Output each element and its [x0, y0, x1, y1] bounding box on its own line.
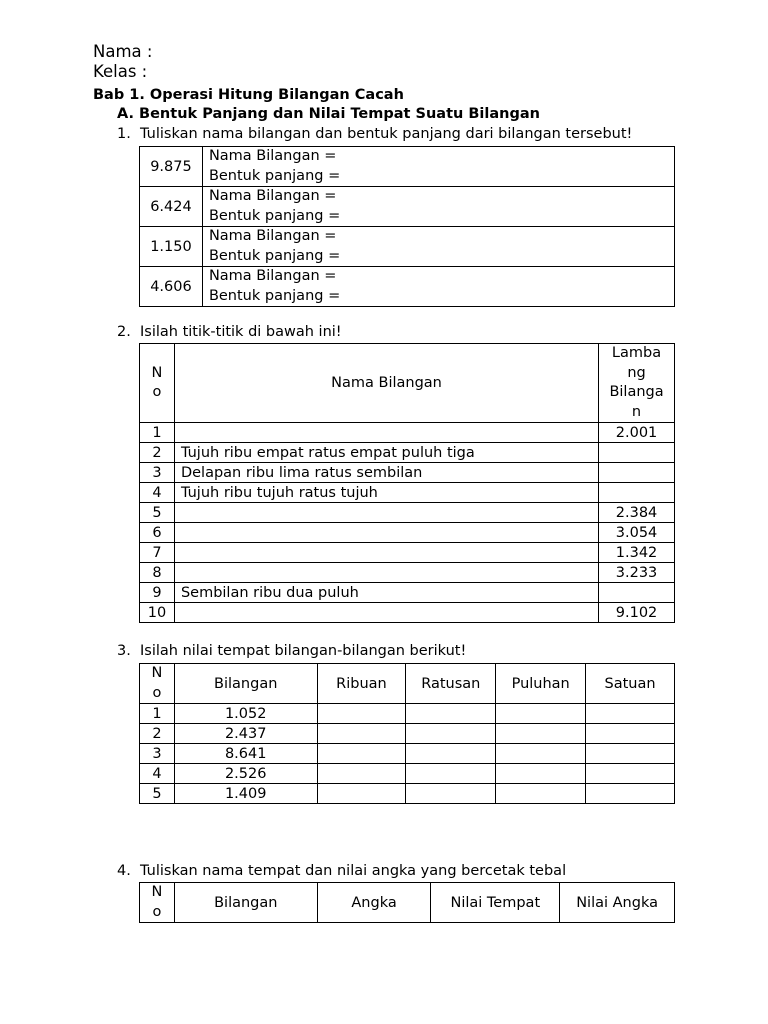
q3-row	[140, 704, 675, 724]
q3-row	[140, 784, 675, 804]
q1-row	[140, 267, 675, 307]
q3-puluhan-cell[interactable]	[496, 764, 586, 784]
q3-no-cell: 5	[140, 784, 175, 804]
q3-col-bilangan: Bilangan	[174, 664, 317, 704]
nama-label: Nama :	[93, 42, 153, 61]
q4-header-row	[140, 883, 675, 923]
q3-value-cell: 2.526	[174, 764, 317, 784]
q3-table	[139, 663, 675, 804]
q2-no-cell: 3	[140, 463, 175, 483]
q4-table	[139, 882, 675, 923]
q3-satuan-cell[interactable]	[586, 764, 675, 784]
q3-ratusan-cell[interactable]	[406, 764, 496, 784]
question-4-text: Tuliskan nama tempat dan nilai angka yang bercetak tebal	[140, 863, 567, 879]
q3-ribuan-cell[interactable]	[317, 784, 406, 804]
section-title: A. Bentuk Panjang dan Nilai Tempat Suatu Bilangan	[117, 106, 540, 122]
q1-row	[140, 147, 675, 187]
q3-value-cell: 2.437	[174, 724, 317, 744]
q2-no-cell: 4	[140, 483, 175, 503]
q2-row	[140, 543, 675, 563]
q3-no-cell: 3	[140, 744, 175, 764]
question-4	[117, 863, 566, 879]
q3-row	[140, 764, 675, 784]
q3-ribuan-cell[interactable]	[317, 704, 406, 724]
chapter-title: Bab 1. Operasi Hitung Bilangan Cacah	[93, 87, 404, 103]
q2-header-row	[140, 344, 675, 423]
q3-ratusan-cell[interactable]	[406, 744, 496, 764]
q2-symbol-cell[interactable]: 2.384	[599, 503, 675, 523]
q2-table	[139, 343, 675, 623]
q1-answer-cell[interactable]	[202, 267, 674, 307]
q3-puluhan-cell[interactable]	[496, 724, 586, 744]
q1-label-nama: Nama Bilangan =	[208, 148, 337, 164]
q1-answer-cell[interactable]	[202, 147, 674, 187]
q3-satuan-cell[interactable]	[586, 704, 675, 724]
q4-col-angka: Angka	[317, 883, 431, 923]
q2-symbol-cell[interactable]: 9.102	[599, 603, 675, 623]
q2-no-cell: 10	[140, 603, 175, 623]
q2-name-cell[interactable]	[174, 543, 598, 563]
q3-no-cell: 4	[140, 764, 175, 784]
q3-col-ribuan: Ribuan	[317, 664, 406, 704]
q1-label-bentuk: Bentuk panjang =	[208, 207, 341, 224]
q2-name-cell[interactable]	[174, 563, 598, 583]
q4-col-bilangan: Bilangan	[174, 883, 317, 923]
q3-ribuan-cell[interactable]	[317, 744, 406, 764]
question-2-text: Isilah titik-titik di bawah ini!	[140, 324, 342, 340]
q2-name-cell[interactable]	[174, 503, 598, 523]
q2-no-cell: 9	[140, 583, 175, 603]
q3-satuan-cell[interactable]	[586, 724, 675, 744]
q3-row	[140, 744, 675, 764]
q3-col-ratusan: Ratusan	[406, 664, 496, 704]
q1-label-nama: Nama Bilangan =	[208, 268, 337, 284]
q3-ribuan-cell[interactable]	[317, 724, 406, 744]
q1-label-bentuk: Bentuk panjang =	[208, 247, 341, 264]
q3-ratusan-cell[interactable]	[406, 704, 496, 724]
q2-name-cell[interactable]	[174, 523, 598, 543]
q3-ratusan-cell[interactable]	[406, 784, 496, 804]
q3-no-cell: 2	[140, 724, 175, 744]
q2-symbol-cell[interactable]: 1.342	[599, 543, 675, 563]
q2-no-cell: 8	[140, 563, 175, 583]
q2-name-cell[interactable]	[174, 603, 598, 623]
q3-puluhan-cell[interactable]	[496, 744, 586, 764]
q2-row	[140, 523, 675, 543]
q3-satuan-cell[interactable]	[586, 744, 675, 764]
q2-symbol-cell[interactable]	[599, 483, 675, 503]
q3-satuan-cell[interactable]	[586, 784, 675, 804]
q2-no-cell: 5	[140, 503, 175, 523]
q2-symbol-cell[interactable]: 3.233	[599, 563, 675, 583]
question-1-text: Tuliskan nama bilangan dan bentuk panjang dari bilangan tersebut!	[140, 126, 633, 142]
q3-no-cell: 1	[140, 704, 175, 724]
q2-row	[140, 423, 675, 443]
q2-no-cell: 2	[140, 443, 175, 463]
q2-symbol-cell[interactable]: 3.054	[599, 523, 675, 543]
q1-row	[140, 187, 675, 227]
q3-col-puluhan: Puluhan	[496, 664, 586, 704]
q2-symbol-cell[interactable]	[599, 463, 675, 483]
q2-row	[140, 463, 675, 483]
q3-value-cell: 1.052	[174, 704, 317, 724]
q1-number-cell: 4.606	[140, 267, 203, 307]
q2-symbol-cell[interactable]	[599, 443, 675, 463]
q2-name-cell[interactable]: Tujuh ribu empat ratus empat puluh tiga	[174, 443, 598, 463]
q3-ribuan-cell[interactable]	[317, 764, 406, 784]
q3-value-cell: 8.641	[174, 744, 317, 764]
q2-col-name: Nama Bilangan	[174, 344, 598, 423]
q3-value-cell: 1.409	[174, 784, 317, 804]
question-1-number: 1.	[117, 126, 131, 142]
q1-answer-cell[interactable]	[202, 187, 674, 227]
q1-answer-cell[interactable]	[202, 227, 674, 267]
q2-row	[140, 443, 675, 463]
q2-no-cell: 7	[140, 543, 175, 563]
q2-name-cell[interactable]: Tujuh ribu tujuh ratus tujuh	[174, 483, 598, 503]
q2-name-cell[interactable]: Delapan ribu lima ratus sembilan	[174, 463, 598, 483]
q2-symbol-cell[interactable]	[599, 583, 675, 603]
q3-puluhan-cell[interactable]	[496, 704, 586, 724]
q4-col-nilai-tempat: Nilai Tempat	[431, 883, 560, 923]
q3-puluhan-cell[interactable]	[496, 784, 586, 804]
q2-row	[140, 503, 675, 523]
question-4-number: 4.	[117, 863, 131, 879]
q4-col-no: N o	[140, 883, 175, 923]
question-2-number: 2.	[117, 324, 131, 340]
q1-number-cell: 6.424	[140, 187, 203, 227]
q4-col-nilai-angka: Nilai Angka	[560, 883, 675, 923]
q2-row	[140, 583, 675, 603]
q1-label-nama: Nama Bilangan =	[208, 188, 337, 204]
q3-row	[140, 724, 675, 744]
q2-row	[140, 483, 675, 503]
kelas-label: Kelas :	[93, 62, 148, 81]
q2-row	[140, 563, 675, 583]
q1-label-nama: Nama Bilangan =	[208, 228, 337, 244]
q2-name-cell[interactable]: Sembilan ribu dua puluh	[174, 583, 598, 603]
q1-table	[139, 146, 675, 307]
question-1	[117, 126, 632, 142]
q3-header-row	[140, 664, 675, 704]
q2-no-cell: 1	[140, 423, 175, 443]
q3-col-satuan: Satuan	[586, 664, 675, 704]
question-2	[117, 324, 342, 340]
question-3-number: 3.	[117, 643, 131, 659]
q3-col-no: N o	[140, 664, 175, 704]
q1-number-cell: 1.150	[140, 227, 203, 267]
q2-name-cell[interactable]	[174, 423, 598, 443]
q1-label-bentuk: Bentuk panjang =	[208, 287, 341, 304]
q3-ratusan-cell[interactable]	[406, 724, 496, 744]
q1-number-cell: 9.875	[140, 147, 203, 187]
q2-symbol-cell[interactable]: 2.001	[599, 423, 675, 443]
q1-label-bentuk: Bentuk panjang =	[208, 167, 341, 184]
q2-col-no: N o	[140, 344, 175, 423]
q1-row	[140, 227, 675, 267]
question-3-text: Isilah nilai tempat bilangan-bilangan berikut!	[140, 643, 467, 659]
q2-col-symbol: Lamba ng Bilanga n	[599, 344, 675, 423]
q2-no-cell: 6	[140, 523, 175, 543]
question-3	[117, 643, 466, 659]
q2-row	[140, 603, 675, 623]
